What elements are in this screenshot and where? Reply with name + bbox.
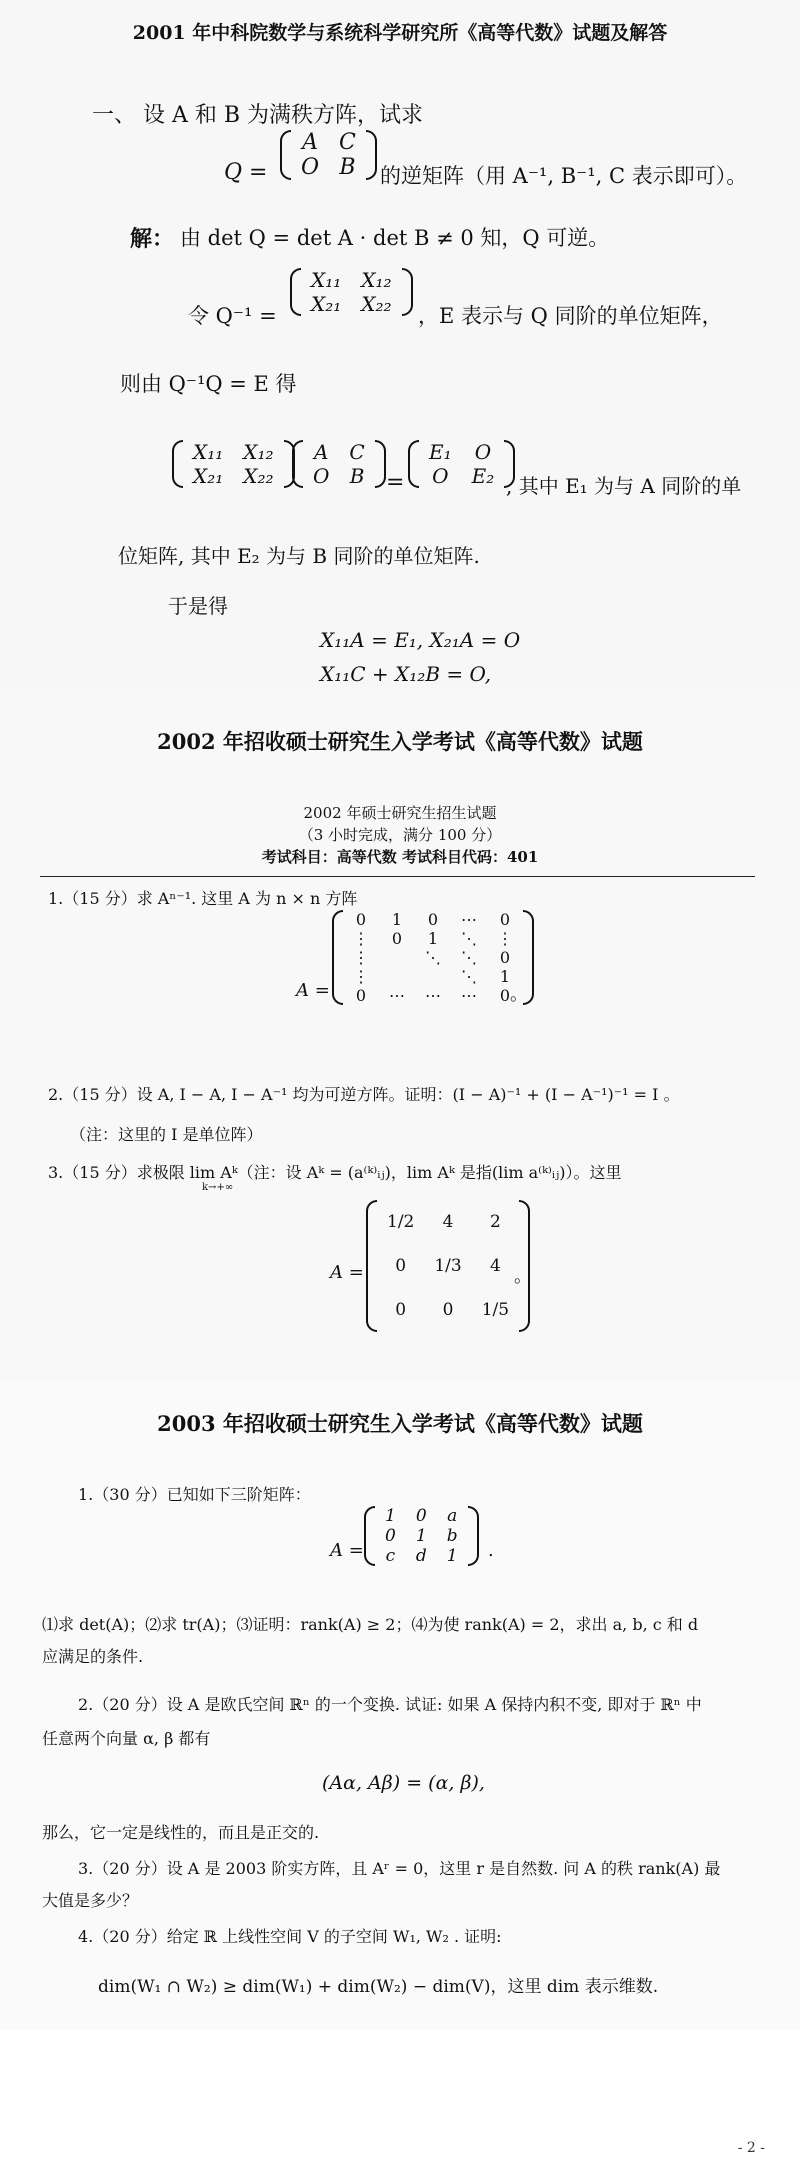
cell: c <box>385 1546 396 1566</box>
cell: 0 <box>355 986 367 1005</box>
cell: O <box>432 464 449 488</box>
shift-matrix <box>332 910 534 1005</box>
cell: 0 <box>385 1526 396 1546</box>
cell: b <box>446 1526 458 1546</box>
a-equals: A = <box>330 1540 364 1561</box>
problem-1: 1.（30 分）已知如下三阶矩阵： <box>78 1485 311 1504</box>
section-2002 <box>0 690 800 1380</box>
cell: O <box>313 464 330 488</box>
title-2003: 2003 年招收硕士研究生入学考试《高等代数》试题 <box>157 1411 643 1436</box>
cell: 0 <box>499 948 511 967</box>
cell: 1 <box>499 967 511 986</box>
problem-4: 4.（20 分）给定 ℝ 上线性空间 V 的子空间 W₁, W₂ . 证明: <box>78 1927 502 1946</box>
cell <box>379 948 415 967</box>
cell: X₂₁ <box>193 464 224 488</box>
limit-subscript: k→+∞ <box>202 1182 234 1193</box>
p1-end: 。 <box>510 984 528 1005</box>
header-rule <box>40 876 755 877</box>
problem-1: 1.（15 分）求 Aⁿ⁻¹. 这里 A 为 n × n 方阵 <box>48 889 358 908</box>
cell: 2 <box>489 1212 501 1232</box>
cell: 0 <box>395 1300 407 1320</box>
ac-matrix-product <box>292 440 386 488</box>
equation-1: X₁₁A = E₁, X₂₁A = O <box>320 628 521 652</box>
cell: 0 <box>391 929 403 948</box>
let-text: 令 Q⁻¹ = <box>188 304 277 328</box>
cell: 1 <box>415 1526 427 1546</box>
page-number: - 2 - <box>737 2140 765 2156</box>
cell: 1 <box>391 910 403 929</box>
cell: X₂₁ <box>311 292 342 316</box>
cell: a <box>447 1506 458 1526</box>
a-equals: A = <box>296 980 330 1001</box>
cell: 0 <box>415 1506 427 1526</box>
cell: X₂₂ <box>361 292 392 316</box>
cell: C <box>349 440 365 464</box>
title-2002: 2002 年招收硕士研究生入学考试《高等代数》试题 <box>157 729 643 754</box>
q1-intro: 一、 设 A 和 B 为满秩方阵，试求 <box>92 103 424 128</box>
cell: d <box>415 1546 427 1566</box>
cell: ⋮ <box>353 948 369 967</box>
cell: ⋱ <box>461 929 477 948</box>
cell: ⋯ <box>425 986 441 1005</box>
cell: 0 <box>442 1300 454 1320</box>
cell: 1/5 <box>481 1300 510 1320</box>
cell: 1 <box>446 1546 458 1566</box>
x-matrix-product <box>172 440 295 488</box>
problem-3: 3.（15 分）求极限 lim Aᵏ（注：设 Aᵏ = (a⁽ᵏ⁾ᵢⱼ)，lim Aᵏ 是指(lim a⁽ᵏ⁾ᵢⱼ)）。这里 <box>48 1163 622 1182</box>
subtitle-3: 考试科目：高等代数 考试科目代码：401 <box>261 848 539 866</box>
problem-3-cont: 大值是多少？ <box>42 1891 139 1910</box>
cell: ⋯ <box>461 986 477 1005</box>
continuation: 位矩阵, 其中 E₂ 为与 B 同阶的单位矩阵. <box>118 544 480 568</box>
cell: X₁₂ <box>243 440 274 464</box>
cell: A <box>302 130 318 155</box>
q-after: 的逆矩阵（用 A⁻¹, B⁻¹, C 表示即可）。 <box>380 164 748 188</box>
problem-2-conclusion: 那么，它一定是线性的，而且是正交的. <box>42 1823 320 1842</box>
a-equals-3: A = <box>330 1262 364 1283</box>
problem-3: 3.（20 分）设 A 是 2003 阶实方阵，且 Aʳ = 0，这里 r 是自然数. 问 A 的秩 rank(A) 最 <box>78 1859 721 1878</box>
cell: X₁₁ <box>311 268 342 292</box>
p1-end: . <box>488 1540 494 1561</box>
section-2003 <box>0 1380 800 2030</box>
cell: O <box>474 440 492 464</box>
cell: 4 <box>489 1256 501 1276</box>
cell: 1/2 <box>387 1212 415 1232</box>
cell: 0 <box>499 986 511 1005</box>
yu-text: 于是得 <box>168 594 228 618</box>
e-matrix <box>408 440 515 488</box>
cell: X₂₂ <box>243 464 274 488</box>
cell: 1 <box>385 1506 396 1526</box>
product-after: , 其中 E₁ 为与 A 同阶的单 <box>506 474 742 498</box>
cell <box>415 967 451 986</box>
cell <box>379 967 415 986</box>
p3-end: 。 <box>514 1266 532 1287</box>
cell: 1 <box>427 929 439 948</box>
cell: 0 <box>499 910 511 929</box>
cell: ⋮ <box>497 929 513 948</box>
cell: O <box>301 155 320 180</box>
cell: ⋯ <box>461 910 477 929</box>
cell: X₁₁ <box>193 440 224 464</box>
section-2001 <box>0 0 800 690</box>
inner-product-equation: (Aα, Aβ) = (α, β), <box>322 1772 485 1794</box>
cell: X₁₂ <box>361 268 392 292</box>
cell: E₂ <box>471 464 495 488</box>
problem-1-tasks: ⑴求 det(A)；⑵求 tr(A)；⑶证明：rank(A) ≥ 2；⑷为使 rank(A) = 2，求出 a, b, c 和 d <box>42 1615 699 1634</box>
q-equals: Q = <box>224 160 268 185</box>
equation-2: X₁₁C + X₁₂B = O, <box>320 662 492 686</box>
cell: ⋮ <box>353 967 369 986</box>
cell: ⋱ <box>461 967 477 986</box>
cell: ⋯ <box>389 986 405 1005</box>
problem-1-tasks-cont: 应满足的条件. <box>42 1647 144 1666</box>
cell: ⋮ <box>353 929 369 948</box>
x-matrix <box>290 268 413 316</box>
q-matrix <box>280 130 377 180</box>
problem-2: 2.（15 分）设 A, I − A, I − A⁻¹ 均为可逆方阵。证明：(I − A)⁻¹ + (I − A⁻¹)⁻¹ = I 。 <box>48 1085 680 1104</box>
cell: 0 <box>427 910 439 929</box>
cell: ⋱ <box>425 948 441 967</box>
cell: B <box>349 464 365 488</box>
three-by-three-matrix <box>364 1506 479 1566</box>
title-2001: 2001 年中科院数学与系统科学研究所《高等代数》试题及解答 <box>132 22 668 44</box>
let-after: ，E 表示与 Q 同阶的单位矩阵， <box>418 304 723 328</box>
solution-label: 解： <box>130 226 175 252</box>
subtitle-2: （3 小时完成，满分 100 分） <box>298 826 502 844</box>
cell: C <box>339 130 356 155</box>
subtitle-1: 2002 年硕士研究生招生试题 <box>303 804 497 822</box>
cell: E₁ <box>429 440 452 464</box>
problem-2-note: （注：这里的 I 是单位阵） <box>70 1125 263 1144</box>
then-text: 则由 Q⁻¹Q = E 得 <box>120 372 297 396</box>
problem-2-cont: 任意两个向量 α, β 都有 <box>42 1729 211 1748</box>
triangular-matrix <box>366 1200 530 1332</box>
cell: B <box>339 155 356 180</box>
cell: 0 <box>355 910 367 929</box>
cell: ⋱ <box>461 948 477 967</box>
solution-text: 由 det Q = det A · det B ≠ 0 知，Q 可逆。 <box>180 226 610 250</box>
cell: 1/3 <box>434 1256 462 1276</box>
cell: 4 <box>442 1212 454 1232</box>
product-equals: = <box>386 470 405 495</box>
dimension-inequality: dim(W₁ ∩ W₂) ≥ dim(W₁) + dim(W₂) − dim(V)，这里 dim 表示维数. <box>98 1977 659 1997</box>
cell: A <box>313 440 329 464</box>
cell: 0 <box>395 1256 407 1276</box>
problem-2: 2.（20 分）设 A 是欧氏空间 ℝⁿ 的一个变换. 试证: 如果 A 保持内积不变, 即对于 ℝⁿ 中 <box>78 1695 702 1714</box>
